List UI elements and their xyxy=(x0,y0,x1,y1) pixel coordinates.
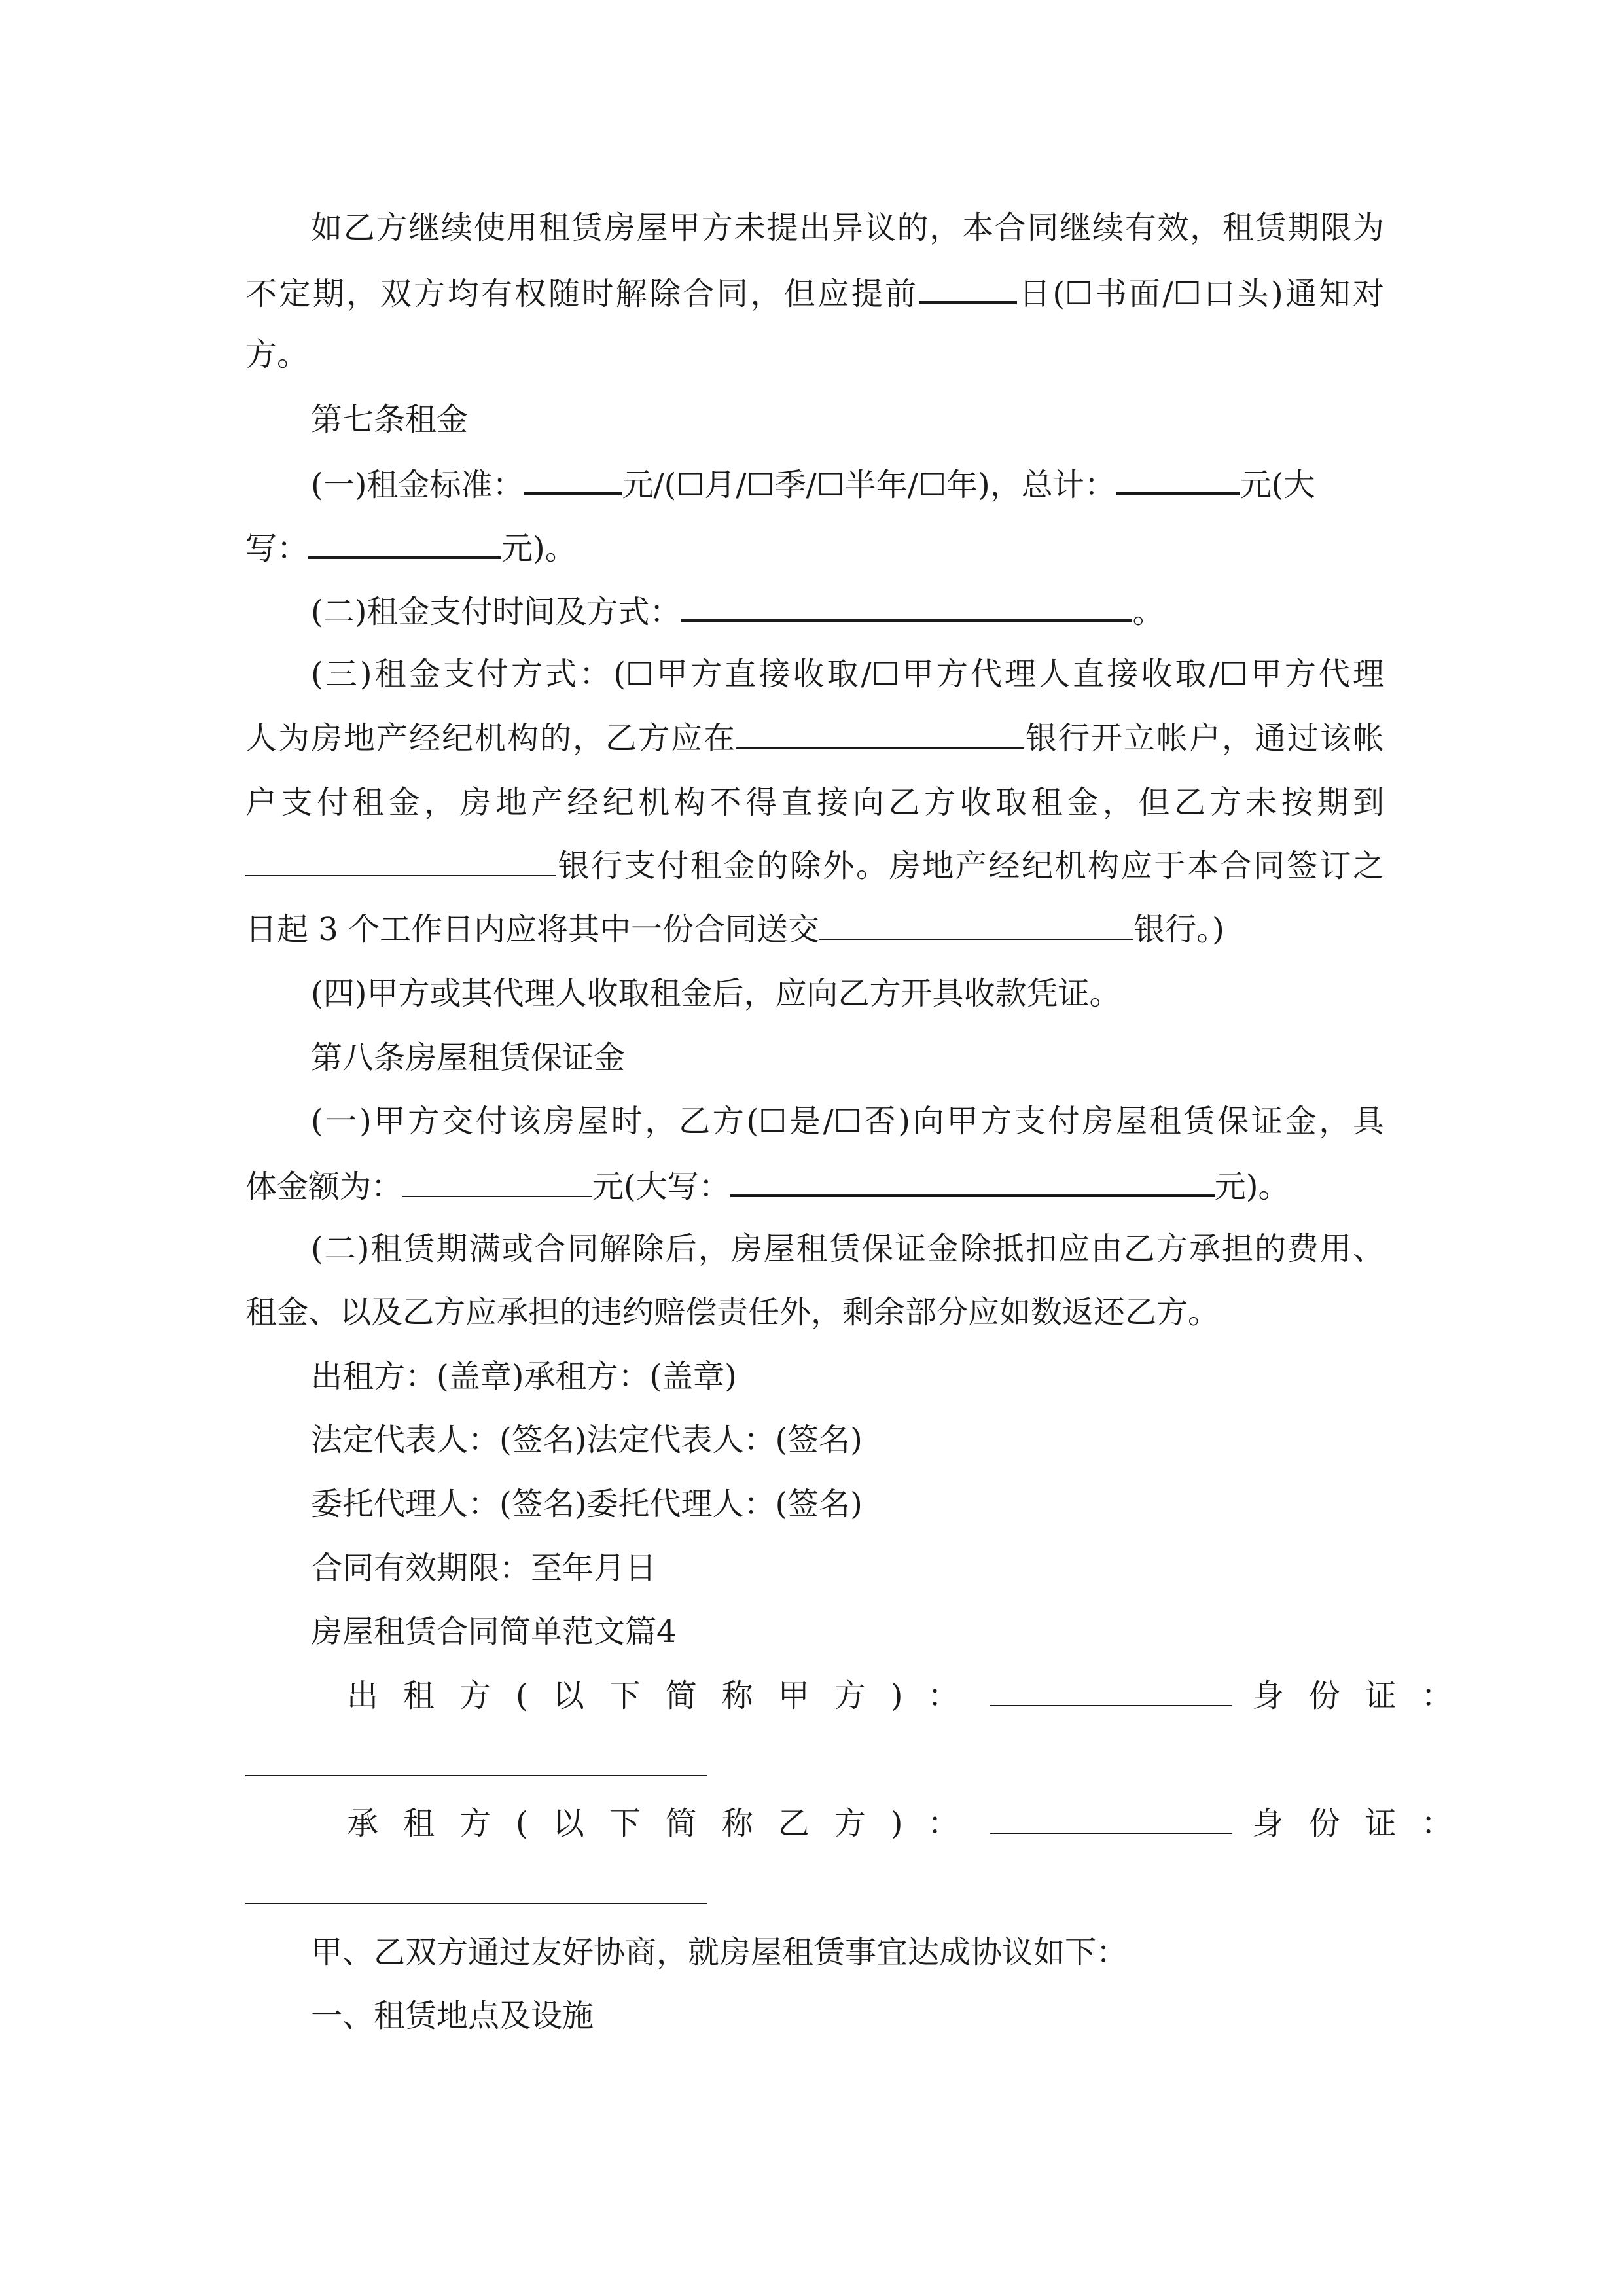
article7-item1-line1: (一)租金标准： 元/(☐月/☐季/☐半年/☐年)，总计： 元(大 xyxy=(311,463,1384,505)
deposit-uppercase-blank xyxy=(730,1165,1215,1197)
article7-item1-line2: 写： 元)。 xyxy=(245,527,1384,568)
article7-item4: (四)甲方或其代理人收取租金后，应向乙方开具收款凭证。 xyxy=(311,975,1121,1012)
article7-item3-line3: 户支付租金，房地产经纪机构不得直接向乙方收取租金，但乙方未按期到 xyxy=(245,784,1384,821)
deposit-amount-blank xyxy=(402,1167,592,1197)
signature-agent: 委托代理人：(签名)委托代理人：(签名) xyxy=(311,1486,863,1522)
bank-name-blank-1 xyxy=(736,719,1024,749)
article8-item1-line1: (一)甲方交付该房屋时，乙方(☐是/☐否)向甲方支付房屋租赁保证金，具 xyxy=(311,1103,1384,1139)
article7-item2: (二)租金支付时间及方式： 。 xyxy=(311,590,1384,632)
template4-section1: 一、租赁地点及设施 xyxy=(311,1998,594,2034)
para-continue-line1: 如乙方继续使用租赁房屋甲方未提出异议的，本合同继续有效，租赁期限为 xyxy=(311,209,1384,246)
bank-name-blank-2 xyxy=(245,846,556,876)
lessor-id-blank xyxy=(245,1775,707,1776)
para-continue-line3: 方。 xyxy=(245,336,309,373)
signature-legal-rep: 法定代表人：(签名)法定代表人：(签名) xyxy=(311,1422,863,1458)
article8-item2-line2: 租金、以及乙方应承担的违约赔偿责任外，剩余部分应如数返还乙方。 xyxy=(245,1294,1220,1331)
article8-item1-line2: 体金额为： 元(大写： 元)。 xyxy=(245,1165,1384,1206)
payment-time-blank xyxy=(681,590,1132,622)
lessee-id-label: 身份证： xyxy=(1252,1805,1478,1842)
signature-lessor-lessee: 出租方：(盖章)承租方：(盖章) xyxy=(311,1358,737,1395)
lessee-label: 承租方(以下简称乙方)： xyxy=(347,1805,984,1842)
article7-item3-line5: 日起 3 个工作日内应将其中一份合同送交 银行。) xyxy=(245,911,1224,948)
bank-name-blank-3 xyxy=(819,910,1133,940)
lessor-label: 出租方(以下简称甲方)： xyxy=(347,1677,984,1714)
notice-days-blank xyxy=(919,272,1017,304)
rent-total-blank xyxy=(1116,463,1240,495)
article7-item3-line4: 银行支付租金的除外。房地产经纪机构应于本合同签订之 xyxy=(245,846,1384,886)
article7-item3-line1: (三)租金支付方式：(☐甲方直接收取/☐甲方代理人直接收取/☐甲方代理 xyxy=(311,656,1384,692)
rent-standard-blank xyxy=(524,463,622,495)
para-continue-line2: 不定期，双方均有权随时解除合同，但应提前 日(☐书面/☐口头)通知对 xyxy=(245,272,1384,314)
article8-title: 第八条房屋租赁保证金 xyxy=(311,1039,626,1076)
lessor-id-label: 身份证： xyxy=(1252,1677,1478,1714)
template4-lessee-line xyxy=(347,1804,1478,1843)
rent-total-uppercase-blank xyxy=(308,527,501,559)
article8-item2-line1: (二)租赁期满或合同解除后，房屋租赁保证金除抵扣应由乙方承担的费用、 xyxy=(311,1230,1384,1267)
template4-lessor-line xyxy=(347,1676,1478,1715)
lessee-id-blank xyxy=(245,1903,707,1904)
article7-item3-line2: 人为房地产经纪机构的，乙方应在 银行开立帐户，通过该帐 xyxy=(245,720,1384,757)
article7-title: 第七条租金 xyxy=(311,401,469,438)
template4-heading: 房屋租赁合同简单范文篇4 xyxy=(311,1613,677,1650)
lessor-name-blank xyxy=(990,1676,1232,1706)
lessee-name-blank xyxy=(990,1804,1232,1834)
template4-agreement: 甲、乙双方通过友好协商，就房屋租赁事宜达成协议如下： xyxy=(311,1934,1128,1971)
contract-validity: 合同有效期限：至年月日 xyxy=(311,1550,657,1587)
